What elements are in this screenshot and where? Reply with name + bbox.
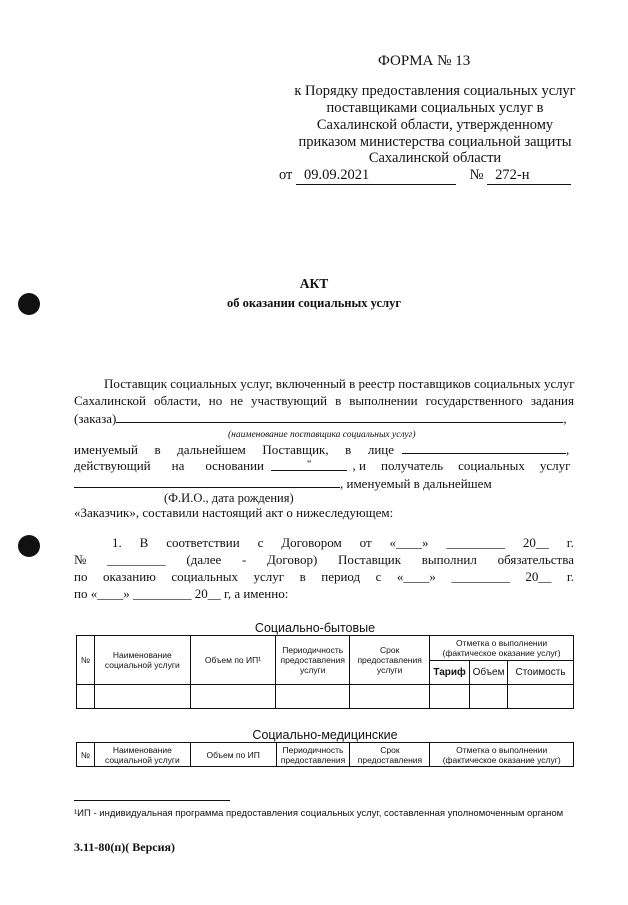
provider-caption: (наименование поставщика социальных услуг) bbox=[228, 430, 416, 440]
social-medical-table bbox=[76, 742, 574, 767]
clause-line2: № _________ (далее - Договор) Поставщик выполнил обязательства bbox=[74, 552, 574, 567]
number-label: № bbox=[469, 167, 484, 183]
header-line-4: приказом министерства социальной защиты bbox=[298, 134, 572, 150]
col-header-mark: Отметка о выполнении (фактическое оказание услуг) bbox=[430, 743, 574, 767]
col-header-tariff: Тариф bbox=[430, 661, 470, 685]
col-header-num: № bbox=[77, 743, 95, 767]
col-header-periodicity: Периодичность предоставления bbox=[276, 743, 350, 767]
col-header-periodicity: Периодичность предоставления услуги bbox=[276, 636, 350, 685]
header-line-2: поставщиками социальных услуг в bbox=[326, 100, 544, 116]
doc-subtitle: об оказании социальных услуг bbox=[226, 296, 402, 310]
para1-line3: (заказа) , bbox=[74, 411, 567, 426]
from-label: от bbox=[279, 167, 293, 183]
footnote: ¹ИП - индивидуальная программа предоставления социальных услуг, составленная уполномоченным органом bbox=[74, 808, 564, 819]
header-line-3: Сахалинской области, утвержденному bbox=[316, 117, 554, 133]
para1-line5: действующий на основании “ , и получатель социальных услуг bbox=[74, 458, 571, 473]
para1-line4: именуемый в дальнейшем Поставщик, в лице , bbox=[74, 442, 570, 457]
clause-line4: по «____» _________ 20__ г, а именно: bbox=[74, 586, 289, 601]
para1-line1: Поставщик социальных услуг, включенный в реестр поставщиков социальных услуг bbox=[104, 376, 575, 391]
col-header-name: Наименование социальной услуги bbox=[94, 743, 190, 767]
table2-caption: Социально-медицинские bbox=[252, 728, 398, 742]
footnote-rule bbox=[74, 800, 230, 801]
col-header-volume: Объем по ИП¹ bbox=[190, 636, 276, 685]
col-header-name: Наименование социальной услуги bbox=[94, 636, 190, 685]
para1-line6: , именуемый в дальнейшем bbox=[74, 475, 492, 492]
col-header-term: Срок предоставления услуги bbox=[350, 636, 430, 685]
col-header-mark: Отметка о выполнении (фактическое оказание услуг) bbox=[430, 636, 574, 661]
table-row bbox=[77, 685, 574, 709]
order-number: 272-н bbox=[487, 167, 571, 185]
social-household-table bbox=[76, 635, 574, 709]
col-header-cost: Стоимость bbox=[508, 661, 574, 685]
doc-code: 3.11-80(п)( Версия) bbox=[74, 840, 175, 854]
clause-line1: 1. В соответствии с Договором от «____» _________ 20__ г. bbox=[112, 535, 574, 550]
header-line-5: Сахалинской области bbox=[368, 150, 502, 166]
para1-line2: Сахалинской области, но не участвующий в выполнении государственного задания bbox=[74, 393, 574, 408]
punch-hole-bottom bbox=[18, 535, 40, 557]
para1-line7: «Заказчик», составили настоящий акт о нижеследующем: bbox=[74, 505, 394, 520]
table1-caption: Социально-бытовые bbox=[254, 621, 376, 635]
form-number: ФОРМА № 13 bbox=[378, 53, 471, 69]
order-ref bbox=[279, 167, 571, 185]
col-header-volume: Объем по ИП bbox=[190, 743, 276, 767]
clause-line3: по оказанию социальных услуг в период с «____» _________ 20__ г. bbox=[74, 569, 574, 584]
col-header-obem: Объем bbox=[470, 661, 508, 685]
col-header-num: № bbox=[77, 636, 95, 685]
doc-title: АКТ bbox=[299, 276, 329, 291]
fio-caption: (Ф.И.О., дата рождения) bbox=[164, 491, 294, 505]
header-line-1: к Порядку предоставления социальных услуг bbox=[294, 83, 576, 99]
order-date: 09.09.2021 bbox=[296, 167, 456, 185]
col-header-term: Срок предоставления bbox=[350, 743, 430, 767]
